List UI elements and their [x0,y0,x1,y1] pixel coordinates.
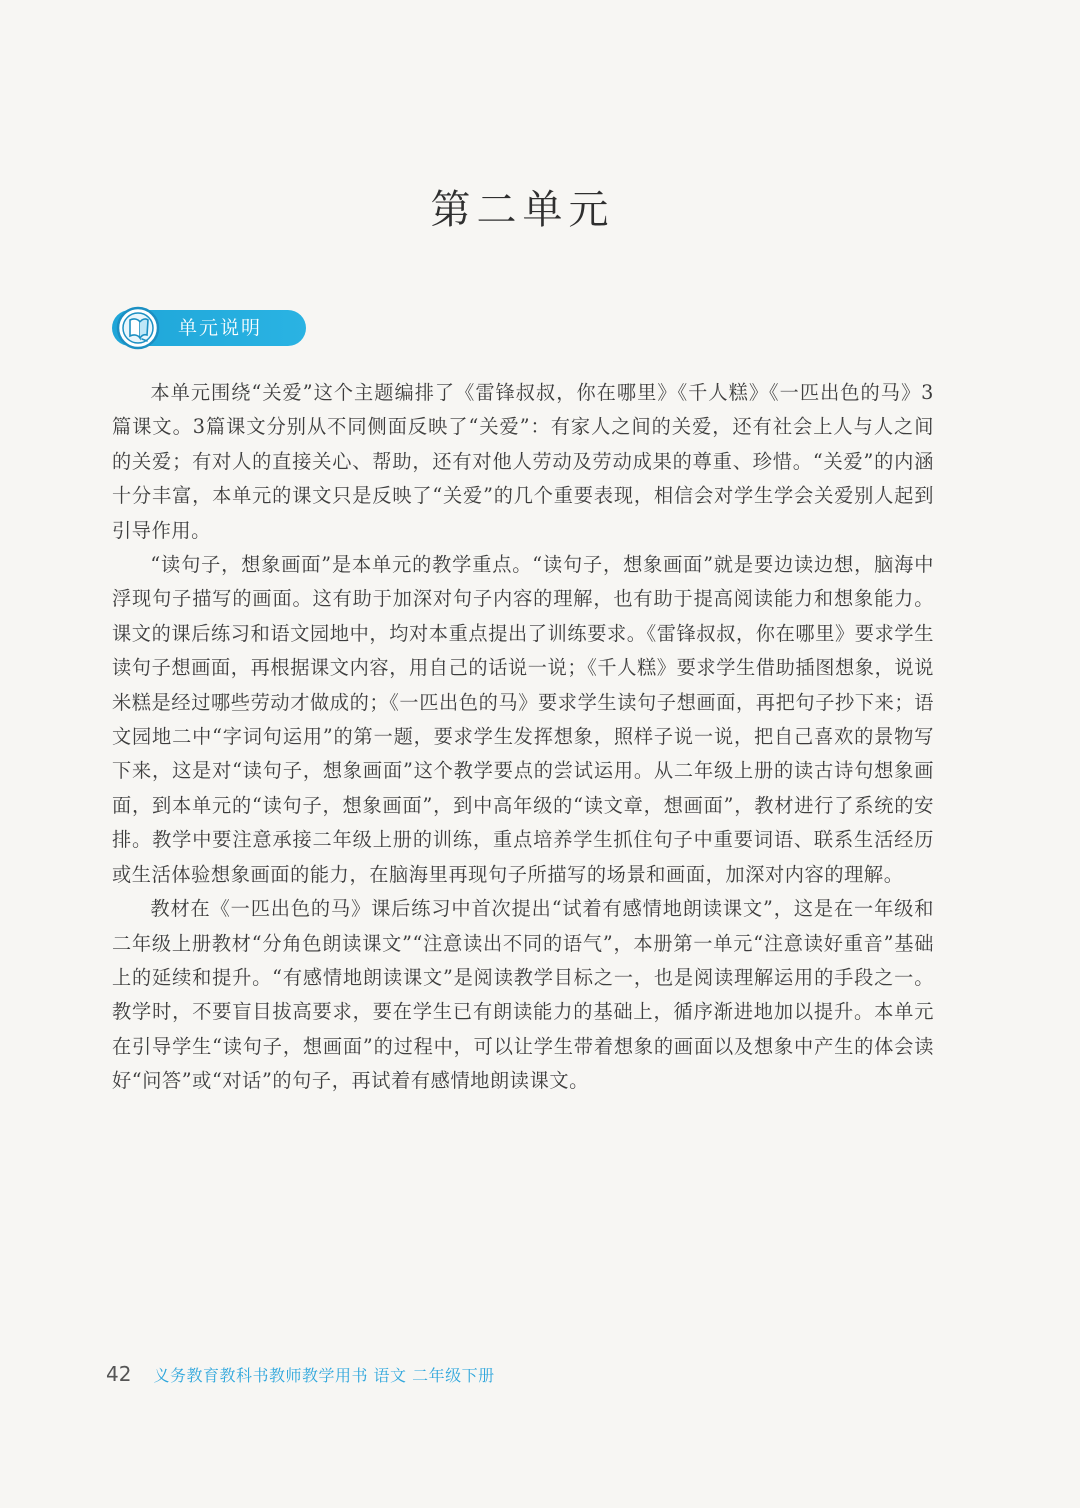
paragraph: 本单元围绕“关爱”这个主题编排了《雷锋叔叔，你在哪里》《千人糕》《一匹出色的马》3篇课文。3篇课文分别从不同侧面反映了“关爱”：有家人之间的关爱，还有社会上人与人之间的关爱；有对人的直接关心、帮助，还有对他人劳动及劳动成果的尊重、珍惜。“关爱”的内涵十分丰富，本单元的课文只是反映了“关爱”的几个重要表现，相信会对学生学会关爱别人起到引导作用。 [112,381,934,542]
section-badge-label: 单元说明 [178,317,263,339]
body-text [112,376,934,1099]
paragraph: “读句子，想象画面”是本单元的教学重点。“读句子，想象画面”就是要边读边想，脑海中浮现句子描写的画面。这有助于加深对句子内容的理解，也有助于提高阅读能力和想象能力。课文的课后练习和语文园地中，均对本重点提出了训练要求。《雷锋叔叔，你在哪里》要求学生读句子想画面，再根据课文内容，用自己的话说一说；《千人糕》要求学生借助插图想象，说说米糕是经过哪些劳动才做成的；《一匹出色的马》要求学生读句子想画面，再把句子抄下来；语文园地二中“字词句运用”的第一题，要求学生发挥想象，照样子说一说，把自己喜欢的景物写下来，这是对“读句子，想象画面”这个教学要点的尝试运用。从二年级上册的读古诗句想象画面，到本单元的“读句子，想象画面”，到中高年级的“读文章，想画面”，教材进行了系统的安排。教学中要注意承接二年级上册的训练，重点培养学生抓住句子中重要词语、联系生活经历或生活体验想象画面的能力，在脑海里再现句子所描写的场景和画面，加深对内容的理解。 [112,553,934,886]
page-footer [106,1362,495,1386]
page-number: 42 [106,1362,132,1386]
book-title: 义务教育教科书教师教学用书 语文 二年级下册 [153,1365,495,1385]
page-title: 第二单元 [430,187,615,233]
book-icon [116,306,160,350]
paragraph: 教材在《一匹出色的马》课后练习中首次提出“试着有感情地朗读课文”，这是在一年级和二年级上册教材“分角色朗读课文”“注意读出不同的语气”，本册第一单元“注意读好重音”基础上的延续和提升。“有感情地朗读课文”是阅读教学目标之一，也是阅读理解运用的手段之一。教学时，不要盲目拔高要求，要在学生已有朗读能力的基础上，循序渐进地加以提升。本单元在引导学生“读句子，想画面”的过程中，可以让学生带着想象的画面以及想象中产生的体会读好“问答”或“对话”的句子，再试着有感情地朗读课文。 [112,897,934,1093]
section-badge [112,310,306,346]
